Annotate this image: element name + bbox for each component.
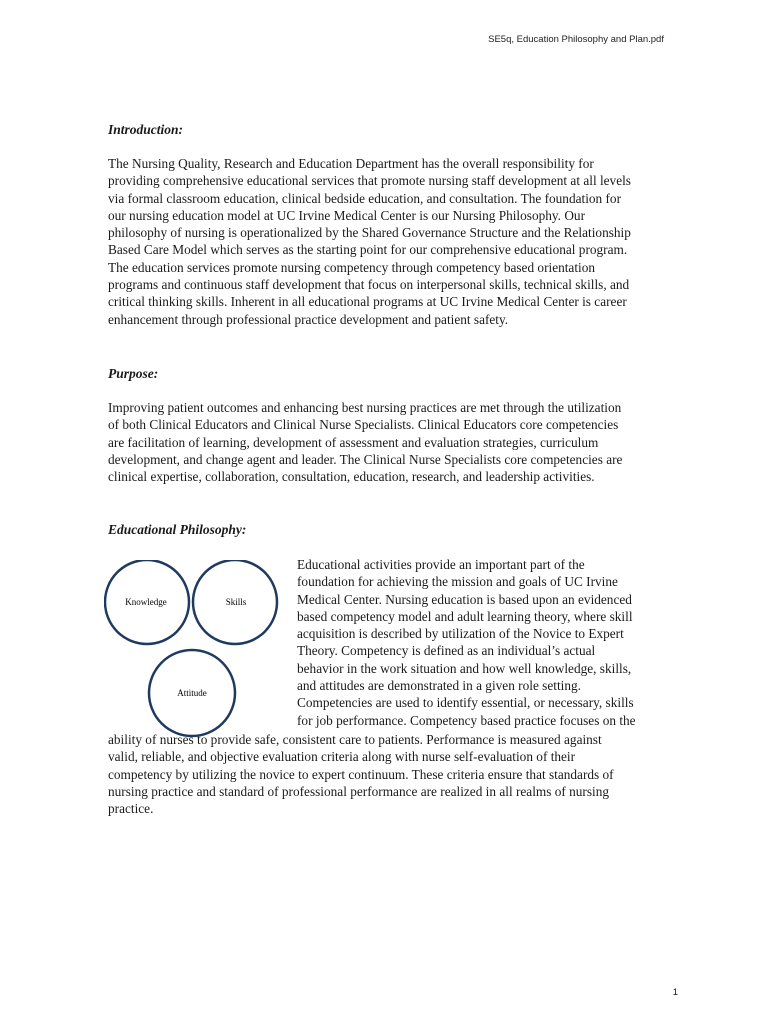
skills-label: Skills	[225, 597, 247, 607]
philosophy-paragraph-wrapped: Educational activities provide an important part of the foundation for achieving the mission and goals of UC Irvine Medical Center. Nursing education is based upon an evidenced based competency model and adult learning theory, where skill acquisition is described by utilization of the Novice to Expert Theory. Competency is defined as an individual’s actual behavior in the work situation and how well knowledge, skills, and attitudes are demonstrated in a given role setting. Competencies are used to identify essential, or necessary, skills for job performance. Competency based practice focuses on the	[297, 557, 636, 728]
attitude-label: Attitude	[177, 688, 207, 698]
philosophy-continued-text	[108, 731, 634, 817]
philosophy-heading: Educational Philosophy:	[108, 522, 247, 537]
purpose-heading: Purpose:	[108, 366, 159, 381]
philosophy-section	[108, 521, 634, 538]
philosophy-paragraph-continued: ability of nurses to provide safe, consistent care to patients. Performance is measured against valid, reliable, and objective evaluation criteria along with nurse self-evaluation of their competency by utilizing the novice to expert continuum. These criteria ensure that standards of nursing practice and standard of professional performance are realized in all realms of nursing practice.	[108, 732, 614, 817]
document-filename: SE5q, Education Philosophy and Plan.pdf	[488, 34, 664, 45]
knowledge-label: Knowledge	[125, 597, 167, 607]
purpose-paragraph: Improving patient outcomes and enhancing best nursing practices are met through the utilization of both Clinical Educators and Clinical Nurse Specialists. Clinical Educators core competencies are facilitation of learning, development of assessment and evaluation strategies, curriculum development, and change agent and leader. The Clinical Nurse Specialists core competencies are clinical expertise, collaboration, consultation, education, research, and leadership activities.	[108, 400, 623, 485]
philosophy-wrapped-text	[297, 556, 637, 729]
competency-venn-diagram	[104, 560, 284, 750]
introduction-heading: Introduction:	[108, 122, 184, 137]
purpose-section	[108, 365, 634, 485]
introduction-paragraph: The Nursing Quality, Research and Education Department has the overall responsibility for providing comprehensive educational services that promote nursing staff development at all levels via formal classroom education, clinical bedside education, and consultation. The foundation for our nursing education model at UC Irvine Medical Center is our Nursing Philosophy. Our philosophy of nursing is operationalized by the Shared Governance Structure and the Relationship Based Care Model which serves as the starting point for our comprehensive educational program. The education services promote nursing competency through competency based orientation programs and continuous staff development that focus on interpersonal skills, technical skills, and critical thinking skills. Inherent in all educational programs at UC Irvine Medical Center is career enhancement through professional practice development and patient safety.	[108, 156, 631, 327]
page-number: 1	[672, 987, 678, 998]
introduction-section	[108, 121, 634, 328]
